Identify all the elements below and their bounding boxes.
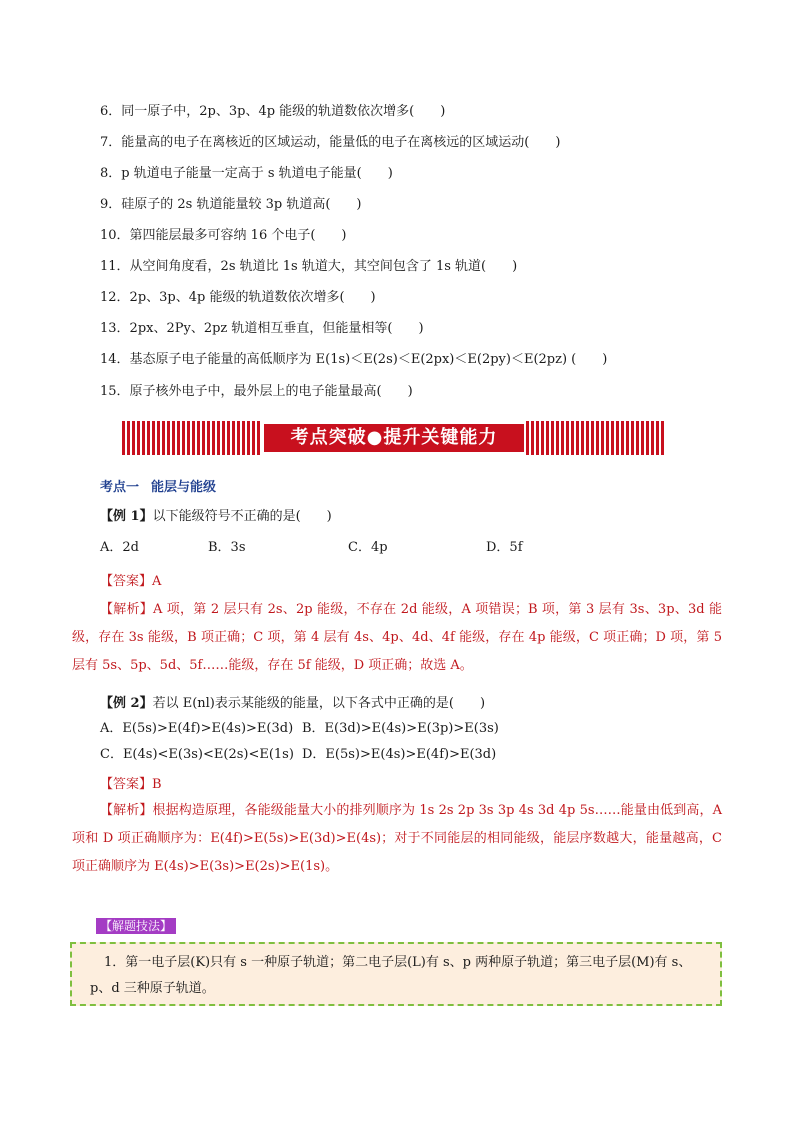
topic-heading — [100, 476, 216, 495]
example-2-question: 若以 E(nl)表示某能级的能量，以下各式中正确的是( ) — [152, 696, 486, 711]
question-11: 11．从空间角度看，2s 轨道比 1s 轨道大，其空间包含了 1s 轨道( ) — [100, 259, 518, 274]
question-6: 6．同一原子中，2p、3p、4p 能级的轨道数依次增多( ) — [100, 104, 446, 119]
banner-stripes-right — [526, 421, 666, 455]
example-1-analysis — [72, 596, 722, 680]
analysis-text: 根据构造原理，各能级能量大小的排列顺序为 1s 2s 2p 3s 3p 4s 3d 4p 5s……能量由低到高，A 项和 D 项正确顺序为：E(4f)>E(5s)>E(3d)>E(4s)；对于不同能层的相同能级，能层序数越大，能量越高，C 项正确顺序为 E(4s)>E(3s)>E(2s)>E(1s)。 — [72, 803, 722, 874]
question-15: 15．原子核外电子中，最外层上的电子能量最高( ) — [100, 384, 413, 399]
tips-box — [70, 942, 722, 1006]
example-1-option-c: C．4p — [348, 540, 388, 555]
example-1-option-b: B．3s — [208, 540, 246, 555]
analysis-tag: 【解析】 — [100, 803, 153, 818]
section-banner — [122, 421, 666, 455]
question-13: 13．2px、2Py、2pz 轨道相互垂直，但能量相等( ) — [100, 321, 424, 336]
question-8: 8．p 轨道电子能量一定高于 s 轨道电子能量( ) — [100, 166, 393, 181]
tips-tag: 【解题技法】 — [96, 918, 176, 934]
question-9: 9．硅原子的 2s 轨道能量较 3p 轨道高( ) — [100, 197, 362, 212]
question-7: 7．能量高的电子在离核近的区域运动，能量低的电子在离核远的区域运动( ) — [100, 135, 561, 150]
answer-value: A — [152, 574, 162, 589]
topic-label: 考点一 — [100, 480, 140, 495]
example-2-option-c: C．E(4s)<E(3s)<E(2s)<E(1s) — [100, 747, 294, 762]
example-1-question: 以下能级符号不正确的是( ) — [152, 509, 332, 524]
example-1-option-d: D．5f — [486, 540, 523, 555]
banner-title: 考点突破●提升关键能力 — [264, 424, 524, 452]
example-1-answer — [100, 570, 161, 589]
analysis-tag: 【解析】 — [100, 602, 153, 617]
example-2-answer — [100, 773, 162, 792]
example-1-option-a: A．2d — [100, 540, 139, 555]
tips-text: 1．第一电子层(K)只有 s 一种原子轨道；第二电子层(L)有 s、p 两种原子轨道；第三电子层(M)有 s、p、d 三种原子轨道。 — [90, 955, 692, 996]
example-1-stem — [100, 508, 332, 526]
question-12: 12．2p、3p、4p 能级的轨道数依次增多( ) — [100, 290, 376, 305]
question-14: 14．基态原子电子能量的高低顺序为 E(1s)＜E(2s)＜E(2px)＜E(2py)＜E(2pz) ( ) — [100, 352, 608, 367]
question-10: 10．第四能层最多可容纳 16 个电子( ) — [100, 228, 347, 243]
example-2-option-d: D．E(5s)>E(4s)>E(4f)>E(3d) — [302, 747, 497, 762]
analysis-text: A 项，第 2 层只有 2s、2p 能级，不存在 2d 能级，A 项错误；B 项，第 3 层有 3s、3p、3d 能级，存在 3s 能级，B 项正确；C 项，第 4 层有 4s、4p、4d、4f 能级，存在 4p 能级，C 项正确；D 项，第 5 层有 5s、5p、5d、5f……能级，存在 5f 能级，D 项正确；故选 A。 — [72, 602, 722, 673]
example-2-option-a: A．E(5s)>E(4f)>E(4s)>E(3d) — [100, 721, 294, 736]
answer-tag: 【答案】 — [100, 777, 153, 792]
example-1-tag: 【例 1】 — [100, 509, 153, 524]
example-2-option-b: B．E(3d)>E(4s)>E(3p)>E(3s) — [302, 721, 499, 736]
topic-title: 能层与能级 — [151, 480, 217, 495]
example-2-tag: 【例 2】 — [100, 696, 153, 711]
answer-tag: 【答案】 — [100, 574, 153, 589]
answer-value: B — [152, 777, 162, 792]
example-2-analysis — [72, 797, 722, 881]
banner-stripes-left — [122, 421, 262, 455]
example-2-stem — [100, 695, 485, 713]
